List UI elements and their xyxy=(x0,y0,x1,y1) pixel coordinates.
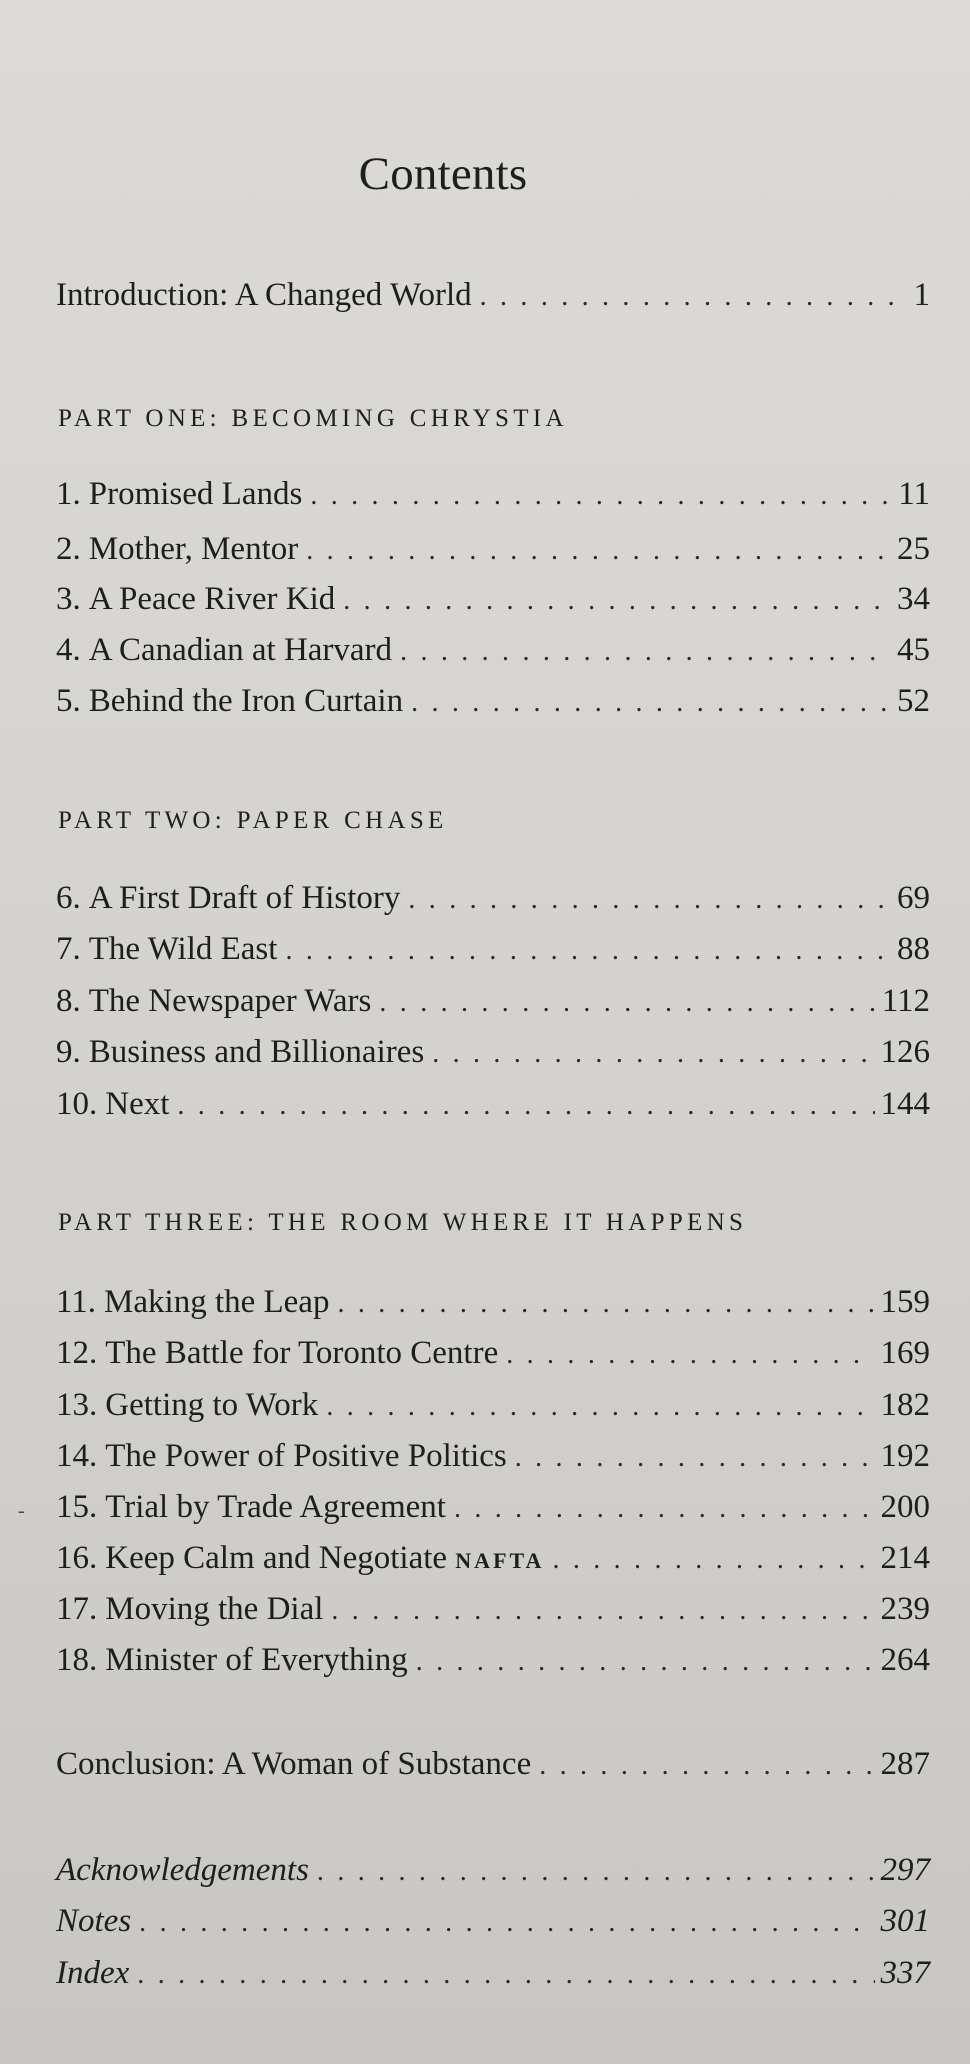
page-number: 69 xyxy=(897,880,930,916)
chapter-number: 1. xyxy=(56,476,81,512)
toc-entry-chapter-2[interactable] xyxy=(56,526,930,572)
page-number: 169 xyxy=(880,1335,930,1371)
toc-entry-chapter-5[interactable] xyxy=(56,678,930,724)
dot-leader xyxy=(515,1435,875,1481)
page-number: 11 xyxy=(898,476,930,512)
dot-leader xyxy=(310,473,892,519)
toc-entry-chapter-4[interactable] xyxy=(56,627,930,673)
page-number: 192 xyxy=(880,1438,930,1474)
page-number: 200 xyxy=(880,1489,930,1525)
chapter-number: 8. xyxy=(56,983,81,1019)
entry-title: Keep Calm and Negotiate xyxy=(105,1540,448,1576)
entry-title: Behind the Iron Curtain xyxy=(88,683,404,719)
entry-title: Moving the Dial xyxy=(105,1591,324,1627)
toc-entry-chapter-9[interactable] xyxy=(56,1029,930,1075)
chapter-number: 4. xyxy=(56,632,81,668)
page-number: 182 xyxy=(880,1387,930,1423)
page-number: 126 xyxy=(880,1034,930,1070)
page-title: Contents xyxy=(358,148,528,200)
chapter-number: 9. xyxy=(56,1034,81,1070)
page-number: 297 xyxy=(880,1852,930,1888)
page-number: 52 xyxy=(897,683,930,719)
dot-leader xyxy=(411,680,891,726)
page-number: 337 xyxy=(880,1955,930,1991)
part-heading-one: PART ONE: BECOMING CHRYSTIA xyxy=(58,405,568,432)
chapter-number: 6. xyxy=(56,880,81,916)
entry-title: Mother, Mentor xyxy=(88,531,299,567)
toc-entry-notes[interactable] xyxy=(56,1898,930,1944)
entry-title: Making the Leap xyxy=(104,1284,330,1320)
entry-title-abbreviation: NAFTA xyxy=(455,1548,545,1573)
toc-entry-chapter-14[interactable] xyxy=(56,1433,930,1479)
chapter-number: 5. xyxy=(56,683,81,719)
entry-title: Promised Lands xyxy=(88,476,303,512)
toc-entry-conclusion[interactable] xyxy=(56,1741,930,1787)
dot-leader xyxy=(139,1900,874,1946)
dot-leader xyxy=(408,877,891,923)
entry-title: Minister of Everything xyxy=(105,1642,408,1678)
toc-entry-chapter-17[interactable] xyxy=(56,1586,930,1632)
dot-leader xyxy=(432,1031,874,1077)
entry-title: A Peace River Kid xyxy=(88,581,336,617)
toc-entry-chapter-18[interactable] xyxy=(56,1637,930,1683)
dot-leader xyxy=(331,1588,874,1634)
toc-entry-introduction[interactable] xyxy=(56,272,930,318)
page-number: 214 xyxy=(880,1540,930,1576)
dot-leader xyxy=(306,528,891,574)
toc-entry-chapter-6[interactable] xyxy=(56,875,930,921)
dot-leader xyxy=(416,1639,875,1685)
entry-title: Trial by Trade Agreement xyxy=(105,1489,446,1525)
chapter-number: 11. xyxy=(56,1284,97,1320)
toc-entry-chapter-8[interactable] xyxy=(56,978,930,1024)
toc-entry-chapter-12[interactable] xyxy=(56,1330,930,1376)
chapter-number: 15. xyxy=(56,1489,98,1525)
toc-entry-index[interactable] xyxy=(56,1950,930,1996)
page-number: 301 xyxy=(880,1903,930,1939)
dot-leader xyxy=(379,980,875,1026)
entry-title: Acknowledgements xyxy=(56,1852,309,1888)
dot-leader xyxy=(506,1332,874,1378)
page-number: 45 xyxy=(897,632,930,668)
chapter-number: 13. xyxy=(56,1387,98,1423)
margin-mark: - xyxy=(18,1500,25,1522)
page-number: 1 xyxy=(913,277,930,313)
dot-leader xyxy=(480,274,900,320)
chapter-number: 3. xyxy=(56,581,81,617)
dot-leader xyxy=(552,1537,874,1583)
entry-title: A Canadian at Harvard xyxy=(88,632,393,668)
toc-entry-chapter-3[interactable] xyxy=(56,576,930,622)
dot-leader xyxy=(137,1952,874,1998)
dot-leader xyxy=(400,629,891,675)
dot-leader xyxy=(454,1486,875,1532)
page-number: 34 xyxy=(897,581,930,617)
entry-title: The Wild East xyxy=(88,931,278,967)
chapter-number: 17. xyxy=(56,1591,98,1627)
toc-entry-chapter-13[interactable] xyxy=(56,1382,930,1428)
entry-title: The Battle for Toronto Centre xyxy=(105,1335,499,1371)
dot-leader xyxy=(337,1281,874,1327)
page-number: 159 xyxy=(880,1284,930,1320)
page-number: 144 xyxy=(880,1086,930,1122)
dot-leader xyxy=(285,928,891,974)
dot-leader xyxy=(317,1849,875,1895)
entry-title: Conclusion: A Woman of Substance xyxy=(56,1746,532,1782)
toc-entry-chapter-10[interactable] xyxy=(56,1081,930,1127)
part-heading-two: PART TWO: PAPER CHASE xyxy=(58,807,448,834)
toc-entry-chapter-7[interactable] xyxy=(56,926,930,972)
chapter-number: 12. xyxy=(56,1335,98,1371)
entry-title: Next xyxy=(105,1086,170,1122)
dot-leader xyxy=(326,1384,874,1430)
page-number: 264 xyxy=(880,1642,930,1678)
entry-title: Business and Billionaires xyxy=(88,1034,425,1070)
toc-entry-chapter-16[interactable] xyxy=(56,1535,930,1581)
entry-title: Index xyxy=(56,1955,130,1991)
chapter-number: 16. xyxy=(56,1540,98,1576)
part-heading-three: PART THREE: THE ROOM WHERE IT HAPPENS xyxy=(58,1209,748,1236)
toc-entry-acknowledgements[interactable] xyxy=(56,1847,930,1893)
toc-entry-chapter-1[interactable] xyxy=(56,471,930,517)
toc-entry-chapter-15[interactable] xyxy=(56,1484,930,1530)
entry-title: Getting to Work xyxy=(105,1387,319,1423)
page-number: 239 xyxy=(880,1591,930,1627)
page-number: 88 xyxy=(897,931,930,967)
page-number: 287 xyxy=(880,1746,930,1782)
chapter-number: 2. xyxy=(56,531,81,567)
chapter-number: 7. xyxy=(56,931,81,967)
entry-title: Introduction: A Changed World xyxy=(56,277,472,313)
dot-leader xyxy=(343,578,891,624)
entry-title: The Newspaper Wars xyxy=(88,983,372,1019)
entry-title: The Power of Positive Politics xyxy=(105,1438,507,1474)
entry-title: A First Draft of History xyxy=(88,880,401,916)
chapter-number: 10. xyxy=(56,1086,98,1122)
toc-entry-chapter-11[interactable] xyxy=(56,1279,930,1325)
page-number: 112 xyxy=(881,983,930,1019)
dot-leader xyxy=(539,1743,874,1789)
chapter-number: 18. xyxy=(56,1642,98,1678)
dot-leader xyxy=(177,1083,874,1129)
chapter-number: 14. xyxy=(56,1438,98,1474)
page-number: 25 xyxy=(897,531,930,567)
entry-title: Notes xyxy=(56,1903,132,1939)
